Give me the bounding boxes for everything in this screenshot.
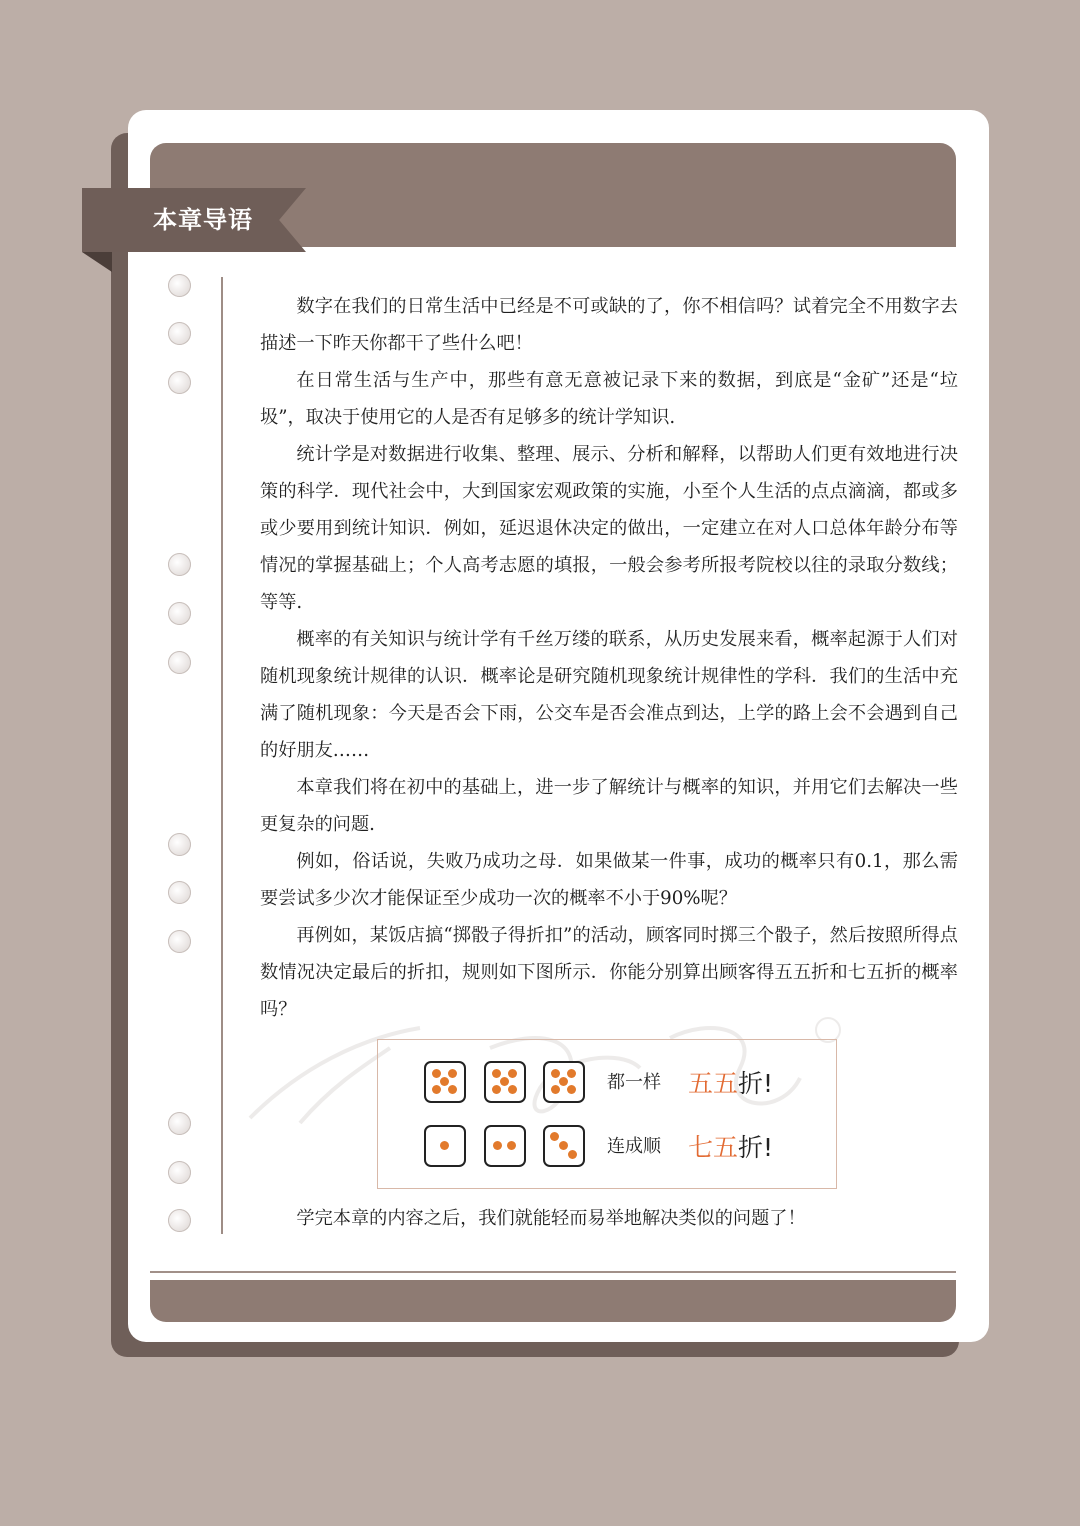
binder-hole — [168, 651, 191, 674]
die-pip — [500, 1077, 509, 1086]
binder-hole — [168, 833, 191, 856]
die-two — [484, 1125, 526, 1167]
chapter-intro-text — [260, 288, 958, 1028]
discount-value: 七五 — [688, 1133, 739, 1162]
die-five — [424, 1061, 466, 1103]
binder-hole — [168, 930, 191, 953]
intro-paragraph: 统计学是对数据进行收集、整理、展示、分析和解释，以帮助人们更有效地进行决策的科学．现代社会中，大到国家宏观政策的实施，小至个人生活的点点滴滴，都或多或少要用到统计知识．例如，延迟退休决定的做出，一定建立在对人口总体年龄分布等情况的掌握基础上；个人高考志愿的填报，一般会参考所报考院校以往的录取分数线；等等. — [260, 444, 958, 613]
die-pip — [551, 1069, 560, 1078]
die-pip — [567, 1069, 576, 1078]
die-five — [484, 1061, 526, 1103]
footer-rule — [150, 1271, 956, 1273]
binder-hole — [168, 1209, 191, 1232]
rule-result-75 — [688, 1131, 773, 1165]
footer-band — [150, 1280, 956, 1322]
die-pip — [448, 1085, 457, 1094]
rule-label-straight: 连成顺 — [607, 1136, 661, 1157]
binder-hole — [168, 371, 191, 394]
die-pip — [440, 1141, 449, 1150]
die-pip — [559, 1141, 568, 1150]
discount-suffix: 折! — [738, 1069, 774, 1098]
intro-paragraph: 在日常生活与生产中，那些有意无意被记录下来的数据，到底是“金矿”还是“垃圾”，取决于使用它的人是否有足够多的统计学知识. — [260, 370, 958, 428]
ribbon-fold — [82, 252, 112, 272]
die-pip — [432, 1069, 441, 1078]
die-pip — [492, 1085, 501, 1094]
die-three — [543, 1125, 585, 1167]
die-pip — [432, 1085, 441, 1094]
notebook-margin-line — [221, 277, 223, 1234]
intro-paragraph: 数字在我们的日常生活中已经是不可或缺的了，你不相信吗？试着完全不用数字去描述一下昨天你都干了些什么吧！ — [260, 296, 958, 354]
intro-paragraph: 概率的有关知识与统计学有千丝万缕的联系，从历史发展来看，概率起源于人们对随机现象统计规律的认识．概率论是研究随机现象统计规律性的学科．我们的生活中充满了随机现象：今天是否会下雨，公交车是否会准点到达，上学的路上会不会遇到自己的好朋友…… — [260, 629, 958, 761]
binder-hole — [168, 274, 191, 297]
binder-hole — [168, 1161, 191, 1184]
die-pip — [508, 1069, 517, 1078]
closing-text — [260, 1200, 958, 1237]
die-pip — [448, 1069, 457, 1078]
die-pip — [493, 1141, 502, 1150]
closing-paragraph: 学完本章的内容之后，我们就能轻而易举地解决类似的问题了！ — [296, 1208, 806, 1229]
die-five — [543, 1061, 585, 1103]
discount-value: 五五 — [688, 1069, 739, 1098]
section-title: 本章导语 — [153, 206, 253, 234]
rule-result-55 — [688, 1067, 773, 1101]
discount-suffix: 折! — [738, 1133, 774, 1162]
die-pip — [507, 1141, 516, 1150]
die-pip — [440, 1077, 449, 1086]
rule-label-same: 都一样 — [607, 1072, 661, 1093]
intro-paragraph: 例如，俗话说，失败乃成功之母．如果做某一件事，成功的概率只有0.1，那么需要尝试多少次才能保证至少成功一次的概率不小于90%呢？ — [260, 851, 958, 909]
die-one — [424, 1125, 466, 1167]
die-pip — [551, 1085, 560, 1094]
binder-hole — [168, 322, 191, 345]
die-pip — [567, 1085, 576, 1094]
binder-hole — [168, 602, 191, 625]
dice-rules-figure — [377, 1039, 837, 1189]
die-pip — [508, 1085, 517, 1094]
die-pip — [550, 1132, 559, 1141]
binder-hole — [168, 1112, 191, 1135]
die-pip — [568, 1150, 577, 1159]
binder-hole — [168, 553, 191, 576]
die-pip — [492, 1069, 501, 1078]
die-pip — [559, 1077, 568, 1086]
intro-paragraph: 再例如，某饭店搞“掷骰子得折扣”的活动，顾客同时掷三个骰子，然后按照所得点数情况决定最后的折扣，规则如下图所示．你能分别算出顾客得五五折和七五折的概率吗？ — [260, 925, 958, 1020]
binder-hole — [168, 881, 191, 904]
intro-paragraph: 本章我们将在初中的基础上，进一步了解统计与概率的知识，并用它们去解决一些更复杂的问题. — [260, 777, 958, 835]
